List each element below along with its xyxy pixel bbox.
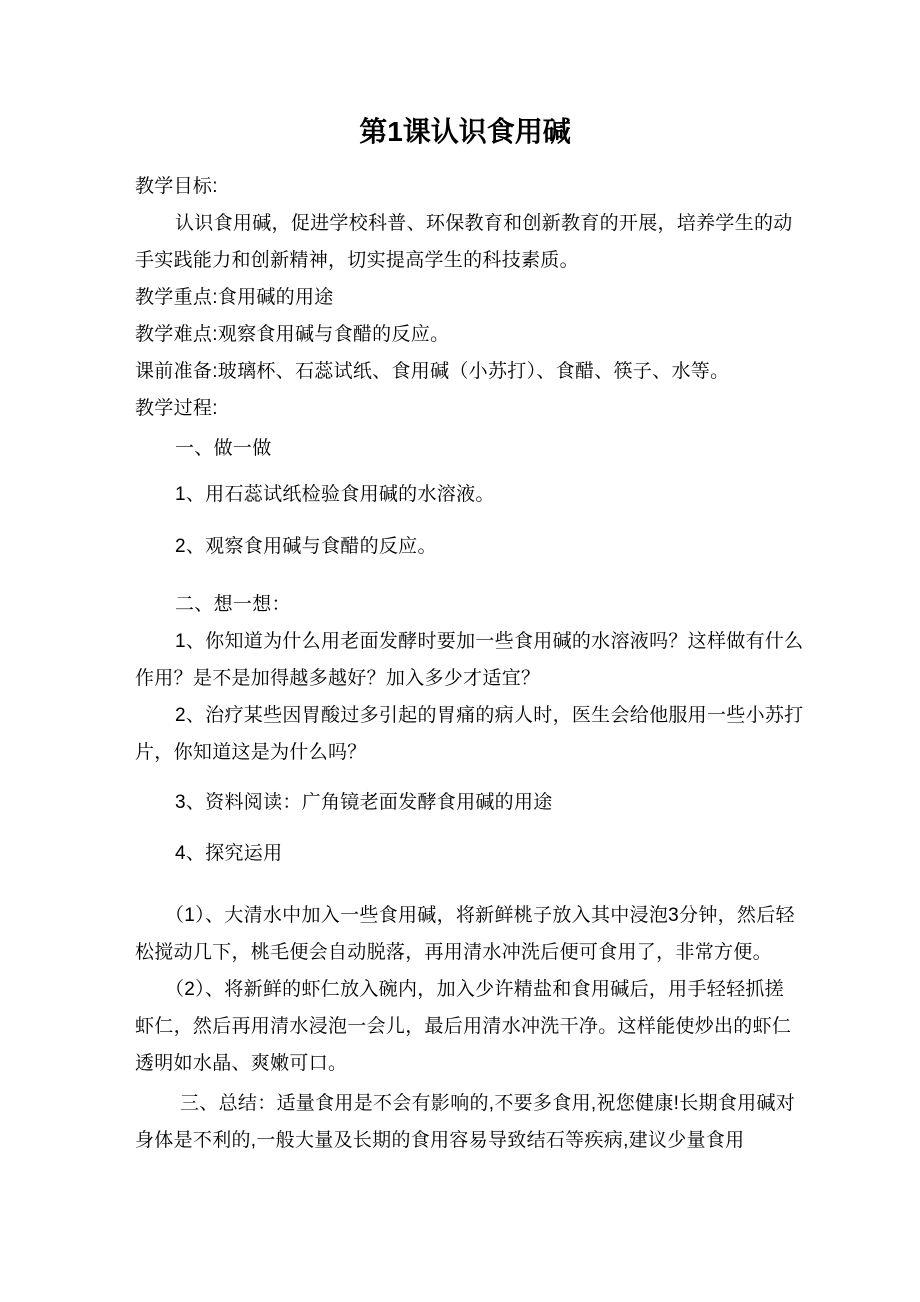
doc-line-teaching-focus: 教学重点:食用碱的用途 bbox=[135, 287, 334, 308]
doc-line-s2-item-3: 3、资料阅读：广角镜老面发酵食用碱的用途 bbox=[175, 792, 553, 813]
doc-line-s2-item-1b: 作用？是不是加得越多越好？加入多少才适宜？ bbox=[135, 668, 541, 689]
doc-line-teaching-difficulty: 教学难点:观察食用碱与食醋的反应。 bbox=[135, 324, 450, 345]
doc-line-s2-item-1a: 1、你知道为什么用老面发酵时要加一些食用碱的水溶液吗？这样做有什么 bbox=[175, 631, 804, 652]
doc-line-apply-1a: （1）、大清水中加入一些食用碱，将新鲜桃子放入其中浸泡3分钟，然后轻 bbox=[165, 905, 795, 926]
doc-line-s2-item-2a: 2、治疗某些因胃酸过多引起的胃痛的病人时，医生会给他服用一些小苏打 bbox=[175, 705, 804, 726]
doc-title: 第1课认识食用碱 bbox=[359, 116, 571, 147]
doc-line-preparation: 课前准备:玻璃杯、石蕊试纸、食用碱（小苏打）、食醋、筷子、水等。 bbox=[135, 361, 730, 382]
doc-line-section-2: 二、想一想： bbox=[175, 594, 291, 615]
doc-line-s2-item-2b: 片，你知道这是为什么吗？ bbox=[135, 742, 367, 763]
doc-line-apply-2c: 透明如水晶、爽嫩可口。 bbox=[135, 1053, 348, 1074]
doc-line-s1-item-2: 2、观察食用碱与食醋的反应。 bbox=[175, 536, 437, 557]
doc-line-apply-1b: 松搅动几下，桃毛便会自动脱落，再用清水冲洗后便可食用了，非常方便。 bbox=[135, 942, 772, 963]
doc-line-summary-b: 身体是不利的,一般大量及长期的食用容易导致结石等疾病,建议少量食用 bbox=[135, 1130, 745, 1151]
doc-line-goal-body-2: 手实践能力和创新精神，切实提高学生的科技素质。 bbox=[135, 250, 579, 271]
doc-line-teaching-goal-label: 教学目标: bbox=[135, 176, 218, 197]
doc-line-s1-item-1: 1、用石蕊试纸检验食用碱的水溶液。 bbox=[175, 484, 495, 505]
doc-line-apply-2a: （2）、将新鲜的虾仁放入碗内，加入少许精盐和食用碱后，用手轻轻抓搓 bbox=[165, 979, 784, 1000]
doc-line-process-label: 教学过程: bbox=[135, 398, 218, 419]
document-content bbox=[135, 112, 804, 1159]
doc-line-apply-2b: 虾仁，然后再用清水浸泡一会儿，最后用清水冲洗干净。这样能使炒出的虾仁 bbox=[135, 1016, 792, 1037]
doc-line-summary-a: 三、总结：适量食用是不会有影响的,不要多食用,祝您健康!长期食用碱对 bbox=[180, 1093, 796, 1114]
doc-line-section-1: 一、做一做 bbox=[175, 438, 272, 459]
doc-line-s2-item-4: 4、探究运用 bbox=[175, 843, 283, 864]
doc-line-goal-body-1: 认识食用碱，促进学校科普、环保教育和创新教育的开展，培养学生的动 bbox=[175, 213, 793, 234]
